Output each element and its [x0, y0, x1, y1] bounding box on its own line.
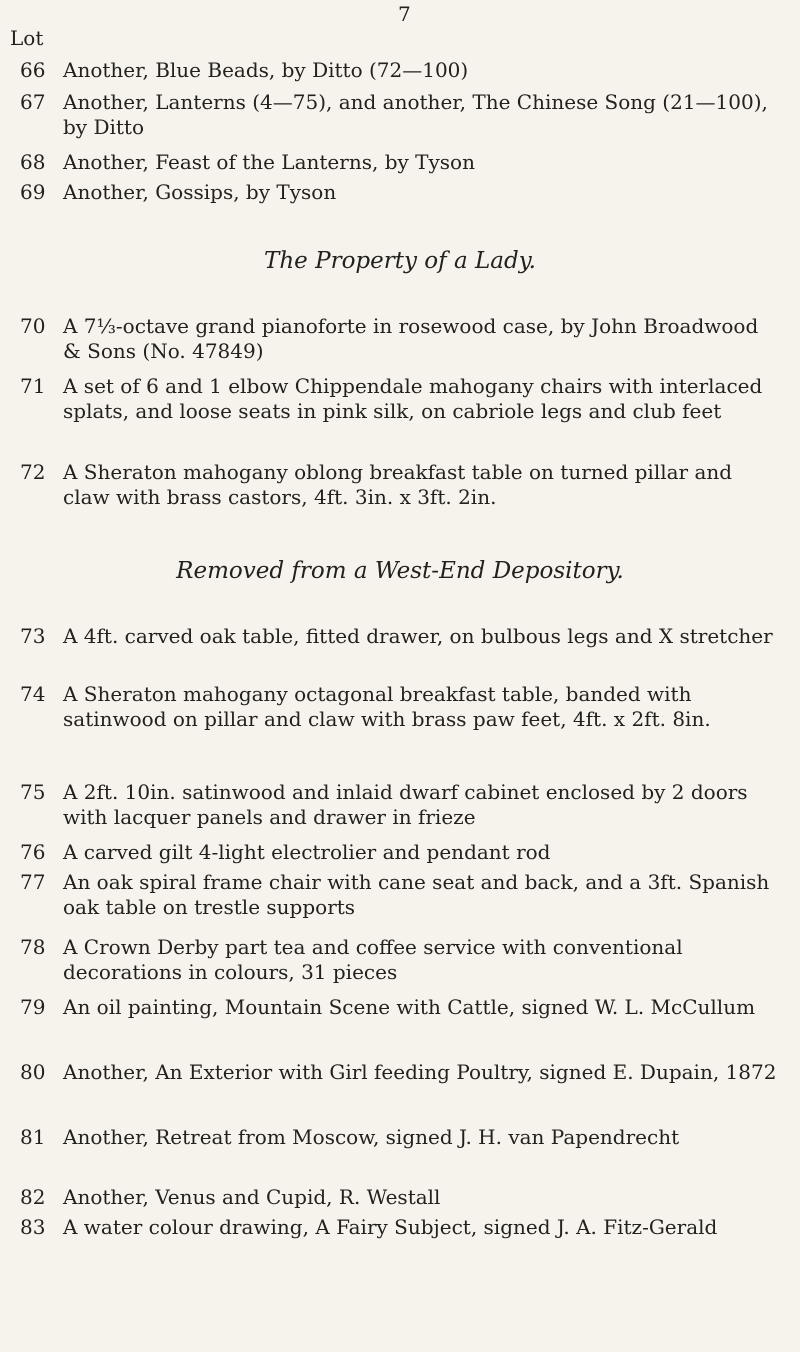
lot-number: 68 — [20, 150, 46, 174]
lot-number: 76 — [20, 840, 46, 864]
lot-number: 78 — [20, 935, 46, 959]
lot-description: Another, Blue Beads, by Ditto (72—100) — [63, 58, 469, 82]
lot-description: A Sheraton mahogany octagonal breakfast table, banded with satinwood on pillar and claw with brass paw feet, 4ft. x 2ft. 8in. — [63, 682, 711, 731]
lot-description: Another, Gossips, by Tyson — [63, 180, 337, 204]
lot-number: 74 — [20, 682, 46, 706]
section-heading: The Property of a Lady. — [264, 248, 536, 274]
lot-description: An oil painting, Mountain Scene with Cattle, signed W. L. McCullum — [63, 995, 756, 1019]
lot-number: 71 — [20, 374, 46, 398]
lot-description: Another, An Exterior with Girl feeding Poultry, signed E. Dupain, 1872 — [63, 1060, 777, 1084]
lot-description: Another, Retreat from Moscow, signed J. H. van Papendrecht — [63, 1125, 680, 1149]
lot-description: A 4ft. carved oak table, fitted drawer, on bulbous legs and X stretcher — [63, 624, 773, 648]
lot-description: An oak spiral frame chair with cane seat and back, and a 3ft. Spanish oak table on trestle supports — [63, 870, 770, 919]
lot-description: A carved gilt 4-light electrolier and pendant rod — [63, 840, 551, 864]
lot-number: 67 — [20, 90, 46, 114]
lot-description: Another, Lanterns (4—75), and another, The Chinese Song (21—100), by Ditto — [63, 90, 768, 139]
lot-number: 77 — [20, 870, 46, 894]
lot-description: A Crown Derby part tea and coffee service with conventional decorations in colours, 31 pieces — [63, 935, 683, 984]
lot-description: A set of 6 and 1 elbow Chippendale mahogany chairs with interlaced splats, and loose seats in pink silk, on cabriole legs and club feet — [63, 374, 763, 423]
lot-number: 83 — [20, 1215, 46, 1239]
lot-description: Another, Feast of the Lanterns, by Tyson — [63, 150, 475, 174]
lot-description: A 7⅓-octave grand pianoforte in rosewood case, by John Broadwood & Sons (No. 47849) — [63, 314, 759, 363]
lot-description: Another, Venus and Cupid, R. Westall — [63, 1185, 441, 1209]
lot-number: 81 — [20, 1125, 46, 1149]
lot-description: A Sheraton mahogany oblong breakfast table on turned pillar and claw with brass castors, 4ft. 3in. x 3ft. 2in. — [63, 460, 733, 509]
lot-header: Lot — [10, 26, 44, 50]
lot-number: 70 — [20, 314, 46, 338]
page-number: 7 — [398, 2, 411, 26]
lot-number: 75 — [20, 780, 46, 804]
lot-number: 80 — [20, 1060, 46, 1084]
lot-number: 73 — [20, 624, 46, 648]
lot-description: A 2ft. 10in. satinwood and inlaid dwarf cabinet enclosed by 2 doors with lacquer panels and drawer in frieze — [63, 780, 748, 829]
lot-number: 72 — [20, 460, 46, 484]
lot-number: 82 — [20, 1185, 46, 1209]
lot-number: 69 — [20, 180, 46, 204]
section-heading: Removed from a West-End Depository. — [176, 558, 624, 584]
lot-number: 66 — [20, 58, 46, 82]
lot-number: 79 — [20, 995, 46, 1019]
lot-description: A water colour drawing, A Fairy Subject, signed J. A. Fitz-Gerald — [63, 1215, 718, 1239]
